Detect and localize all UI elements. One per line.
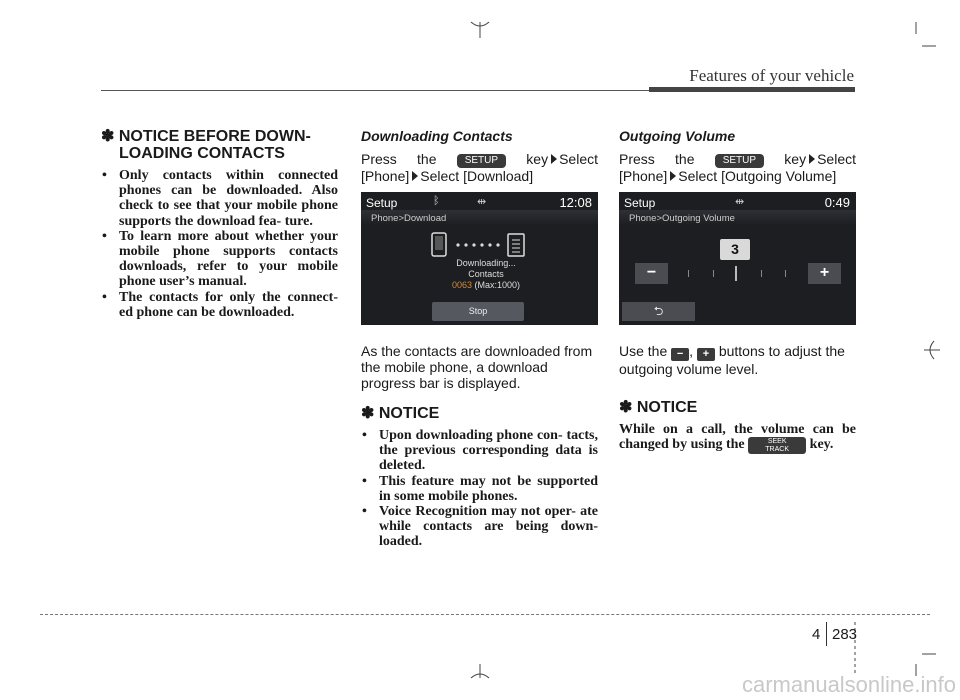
download-count: 0063: [451, 280, 472, 290]
running-header-title: Features of your vehicle: [689, 66, 854, 85]
stop-button[interactable]: Stop: [432, 302, 524, 321]
notice-heading: ✽ NOTICE: [361, 405, 440, 422]
plus-button-icon: +: [697, 348, 715, 361]
section-heading: Downloading Contacts: [361, 128, 513, 144]
notice-star-icon: ✽: [619, 399, 633, 416]
list-item: • To learn more about whether your mobile phone supports contacts downloads, refer to your mobile phone user’s manual.: [101, 229, 338, 290]
back-button[interactable]: ⮌: [622, 302, 695, 321]
section-number: 4: [812, 626, 821, 643]
notice-heading: ✽ NOTICE BEFORE DOWN- LOADING CONTACTS: [101, 128, 311, 162]
notice-star-icon: ✽: [361, 405, 375, 422]
screen-title: Setup: [366, 196, 398, 210]
volume-description: Use the − , + buttons to adjust the outgoing volume level.: [619, 343, 845, 377]
page-divider: [826, 622, 827, 646]
page-number: 283: [832, 626, 858, 643]
volume-down-button[interactable]: −: [635, 263, 668, 284]
screen-path: Phone>Download: [371, 213, 447, 224]
volume-level: 3: [720, 239, 750, 260]
column-outgoing-volume: [619, 128, 856, 454]
watermark: carmanualsonline.info: [741, 672, 956, 697]
list-item: • Voice Recognition may not oper- ate while contacts are being down- loaded.: [361, 504, 598, 550]
volume-up-button[interactable]: +: [808, 263, 841, 284]
column-notice-before-download: [101, 128, 338, 320]
download-status: Downloading... Contacts 0063 (Max:1000): [451, 258, 521, 290]
phone-icon: [431, 232, 449, 258]
setup-key-icon: SETUP: [715, 154, 764, 168]
usb-icon: ⇹: [477, 196, 487, 208]
screen-path: Phone>Outgoing Volume: [629, 213, 735, 224]
arrow-right-icon: [412, 171, 418, 181]
screen-title: Setup: [624, 196, 656, 210]
setup-key-icon: SETUP: [457, 154, 506, 168]
header-rule: [101, 90, 649, 91]
list-item: • Upon downloading phone con- tacts, the previous corresponding data is deleted.: [361, 428, 598, 474]
screen-time: 0:49: [824, 195, 850, 210]
instruction-text: Press the SETUP key Select: [361, 151, 599, 167]
notice-heading: ✽ NOTICE: [619, 399, 698, 416]
notice-bullet-list: [361, 428, 598, 550]
usb-icon: ⇹: [735, 196, 745, 208]
outgoing-volume-screen: [619, 192, 856, 325]
notice-text: While on a call, the volume can be changed by using the SEEK TRACK key.: [619, 422, 856, 454]
progress-dots-icon: [455, 242, 505, 248]
volume-marker: [735, 266, 737, 281]
arrow-right-icon: [670, 171, 676, 181]
instruction-text: Press the SETUP key Select: [619, 151, 857, 167]
instruction-text-2: [Phone] Select [Download]: [361, 168, 534, 184]
download-screen: [361, 192, 598, 325]
minus-button-icon: −: [671, 348, 689, 361]
bluetooth-icon: ᛒ: [433, 195, 440, 207]
header-rule-bar: [649, 87, 855, 92]
arrow-right-icon: [551, 154, 557, 164]
notice-bullet-list: [101, 168, 338, 320]
instruction-text-2: [Phone] Select [Outgoing Volume]: [619, 168, 837, 184]
column-downloading-contacts: [361, 128, 598, 550]
screen-time: 12:08: [559, 195, 592, 210]
list-item: • The contacts for only the connect- ed phone can be downloaded.: [101, 290, 338, 320]
contact-list-icon: [507, 230, 527, 258]
list-item: • This feature may not be supported in some mobile phones.: [361, 474, 598, 504]
notice-star-icon: ✽: [101, 128, 115, 145]
list-item: • Only contacts within connected phones can be downloaded. Also check to see that your mobile phone supports the download fea- ture.: [101, 168, 338, 229]
seek-track-key-icon: SEEK TRACK: [748, 437, 806, 454]
download-description: As the contacts are downloaded from the mobile phone, a download progress bar is displayed.: [361, 343, 593, 391]
footer-rule: [40, 614, 930, 615]
section-heading: Outgoing Volume: [619, 128, 736, 144]
arrow-right-icon: [809, 154, 815, 164]
